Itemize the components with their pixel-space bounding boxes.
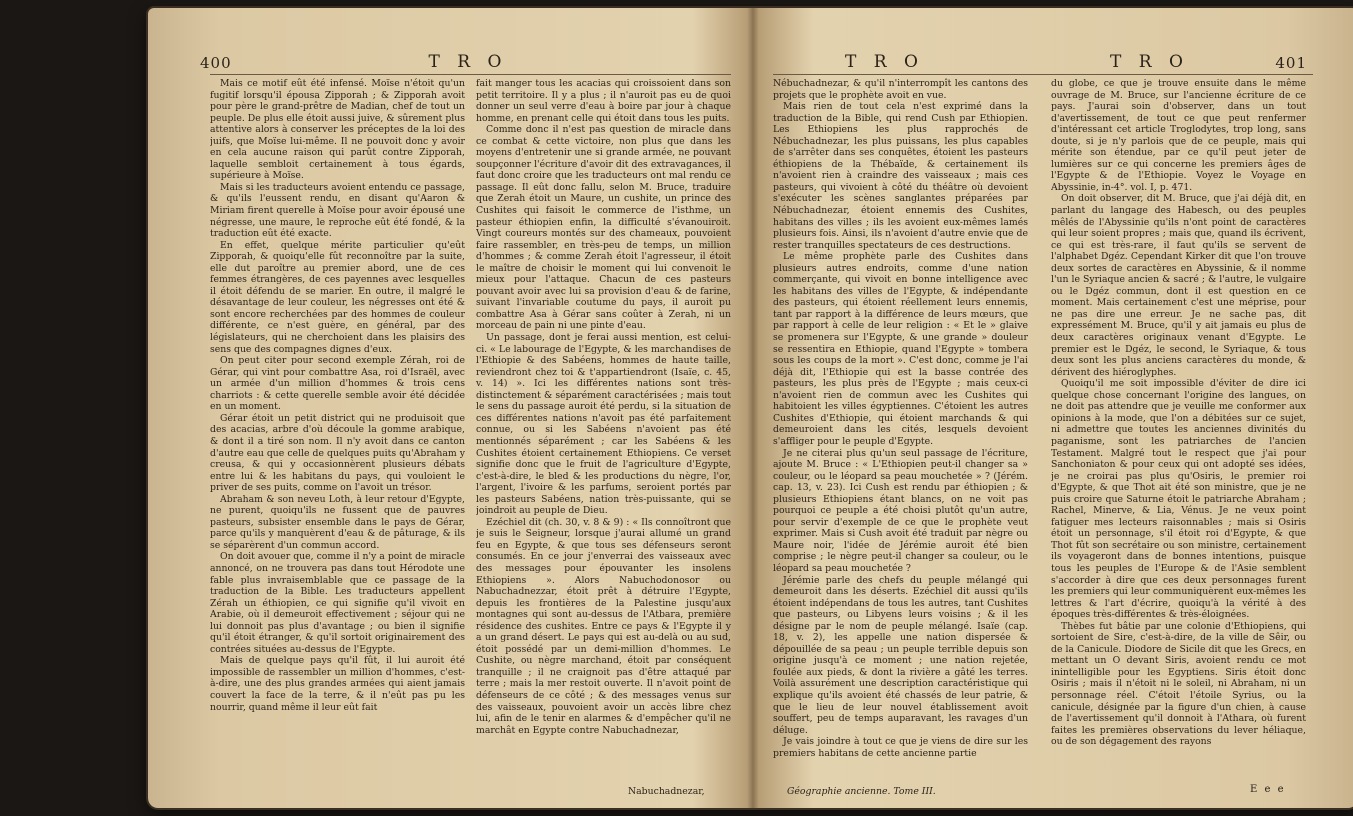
paragraph: Un passage, dont je ferai aussi mention, est celui-ci. « Le labourage de l'Egypte, & les marchandises de l'Ethiopie & des Sabéens, hommes de haute taille, reviendront chez toi & t'appartiendront (Isaïe, c. 45, v. 14) ». Ici les différentes nations sont très-distinctement & séparément caractérisées ; mais tout le sens du passage auroit été perdu, si la situation de ces différentes nations n'avoit pas été parfaitement connue, ou si les Sabéens n'avoient pas été mentionnés séparément ; car les Sabéens & les Cushites étoient certainement Ethiopiens. Ce verset signifie donc que le fruit de l'agriculture d'Egypte, c'est-à-dire, le bled & les productions du nègre, l'or, l'argent, l'ivoire & les parfums, seroient portés par les pasteurs Sabéens, nation très-puissante, qui se joindroit au peuple de Dieu. bbox=[476, 332, 731, 517]
signature-mark: E e e bbox=[1250, 784, 1286, 795]
paragraph: On doit avouer que, comme il n'y a point de miracle annoncé, on ne trouvera pas dans tout Hérodote une fable plus invraisemblable que ce passage de la traduction de la Bible. Les traducteurs appellent Zérah un éthiopien, ce qui signifie qu'il vivoit en Arabie, où il demeuroit effectivement ; séjour qui ne lui donnoit pas plus d'avantage ; ou bien il signifie qu'il étoit étranger, & qu'il sortoit originairement des contrées situées au-dessus de l'Egypte. bbox=[210, 551, 465, 655]
left-running-title: T R O bbox=[428, 52, 508, 72]
paragraph: Mais si les traducteurs avoient entendu ce passage, & qu'ils l'eussent rendu, en disant qu'Aaron & Miriam firent querelle à Moïse pour avoir épousé une négresse, une maure, le reproche eût été fondé, & la traduction eût été exacte. bbox=[210, 181, 465, 240]
paragraph: Mais de quelque pays qu'il fût, il lui auroit été impossible de rassembler un million d'hommes, c'est-à-dire, une des plus grandes armées qui aient jamais couvert la face de la terre, & il n'eût pas pu les nourrir, quand même il leur eût fait bbox=[210, 655, 465, 713]
right-page bbox=[765, 8, 1325, 808]
paragraph: Ezéchiel dit (ch. 30, v. 8 & 9) : « Ils connoîtront que je suis le Seigneur, lorsque j'aurai allumé un grand feu en Egypte, & que tous ses défenseurs seront consumés. En ce jour j'enverrai des vaisseaux avec des messages pour épouvanter les insolens Ethiopiens ». Alors Nabuchodonosor ou Nabuchadnezzar, étoit prêt à détruire l'Egypte, depuis les frontières de la Palestine jusqu'aux montagnes qui sont au-dessus de l'Atbara, première résidence des cushites. Entre ce pays & l'Egypte il y a un grand désert. Le pays qui est au-delà ou au sud, étoit possédé par un demi-million d'hommes. Le Cushite, ou nègre marchand, étoit par conséquent tranquille ; il ne craignoit pas d'être attaqué par terre ; mais la mer restoit ouverte. Il n'avoit point de défenseurs de ce côté ; & des messages venus sur des vaisseaux, pouvoient avoir un accès libre chez lui, afin de le tenir en alarmes & d'empêcher qu'il ne marchât en Egypte contre Nabuchadnezar, bbox=[476, 516, 731, 736]
left-column-1 bbox=[210, 78, 465, 798]
paragraph: Mais ce motif eût été infensé. Moïse n'étoit qu'un fugitif lorsqu'il épousa Zipporah ; & Zipporah avoit pour père le grand-prêtre de Madian, chef de tout un peuple. De plus elle étoit aussi juive, & sûrement plus attentive alors à conserver les préceptes de la loi des juifs, que Moïse lui-même. Il ne pouvoit donc y avoir en cela aucune raison qui parût contre Zipporah, laquelle sembloit certainement à tous égards, supérieure à Moïse. bbox=[210, 78, 465, 182]
paragraph: Abraham & son neveu Loth, à leur retour d'Egypte, ne purent, quoiqu'ils ne fussent que de pauvres pasteurs, subsister ensemble dans le pays de Gérar, parce qu'ils y manquèrent d'eau & de pâturage, & ils se séparèrent d'un commun accord. bbox=[210, 493, 465, 551]
paragraph: du globe, ce que je trouve ensuite dans le même ouvrage de M. Bruce, sur l'ancienne écriture de ce pays. J'aurai soin d'observer, dans un tout d'avertissement, de tout ce que peut renfermer d'intéressant cet article Troglodytes, trop long, sans doute, si je n'y parlois que de ce peuple, mais qui mérite son étendue, par ce qu'il peut jeter de lumières sur ce qui concerne les premiers âges de l'Egypte & de l'Ethiopie. Voyez le Voyage en Abyssinie, in-4°. vol. I, p. 471. bbox=[1051, 78, 1306, 193]
right-head-rule bbox=[773, 74, 1313, 75]
left-page-number: 400 bbox=[200, 54, 232, 72]
paragraph: fait manger tous les acacias qui croissoient dans son petit territoire. Il y a plus ; il n'auroit pas eu de quoi donner un seul verre d'eau à boire par jour à chaque homme, en prenant celle qui étoit dans tous les puits. bbox=[476, 78, 731, 124]
paragraph: Je vais joindre à tout ce que je viens de dire sur les premiers habitans de cette ancienne partie bbox=[773, 736, 1028, 759]
right-column-1 bbox=[773, 78, 1028, 798]
paragraph: Gérar étoit un petit district qui ne produisoit que des acacias, arbre d'où découle la gomme arabique, & dont il a tiré son nom. Il n'y avoit dans ce canton d'autre eau que celle de quelques puits qu'Abraham y creusa, & qui y occasionnèrent plusieurs débats entre lui & les habitans du pays, qui vouloient le priver de ses puits, comme on l'avoit un trésor. bbox=[210, 412, 465, 494]
paragraph: On doit observer, dit M. Bruce, que j'ai déjà dit, en parlant du langage des Habesch, ou des peuples mêlés de l'Abyssinie qu'ils n'ont point de caractères qui leur soient propres ; mais que, quand ils écrivent, ce qui est très-rare, il faut qu'ils se servent de l'alphabet Dgéz. Cependant Kirker dit que l'on trouve deux sortes de caractères en Abyssinie, & il nomme l'un le Syriaque ancien & sacré ; & l'autre, le vulgaire ou le Dgéz commun, dont il est question en ce moment. Mais certainement c'est une méprise, pour ne pas dire une erreur. Je ne sache pas, dit expressément M. Bruce, qu'il y ait jamais eu plus de deux caractères originaux venant d'Egypte. Le premier est le Dgéz, le second, le Syriaque, & tous deux sont les plus anciens caractères du monde, & dérivent des hiéroglyphes. bbox=[1051, 193, 1306, 378]
right-headword: T R O bbox=[845, 52, 924, 72]
paragraph: En effet, quelque mérite particulier qu'eût Zipporah, & quoiqu'elle fût reconnoître par la suite, elle dut paroître au premier abord, une de ces femmes étrangères, de ces payennes avec lesquelles il étoit défendu de se marier. En outre, il malgré le désavantage de leur couleur, les négresses ont été & sont encore recherchées par des hommes de couleur différente, ce n'est guère, en général, par des législateurs, qui ne cherchoient dans les plaisirs des sens que des compagnes dignes d'eux. bbox=[210, 239, 465, 355]
left-catchword: Nabuchadnezar, bbox=[628, 786, 705, 797]
paragraph: Jérémie parle des chefs du peuple mélangé qui demeuroit dans les déserts. Ezéchiel dit aussi qu'ils étoient indépendans de tous les autres, tant Cushites que pasteurs, ou Libyens leurs voisins ; & il les désigne par le nom de peuple mélangé. Isaïe (cap. 18, v. 2), les appelle une nation dispersée & dépouillée de sa peau ; un peuple terrible depuis son origine jusqu'à ce moment ; une nation rejetée, foulée aux pieds, & dont la rivière a gâté les terres. Voilà assurément une description caractéristique qui explique qu'ils avoient été chassés de leur patrie, & que le lieu de leur nouvel établissement avoit souffert, peu de temps auparavant, les ravages d'un déluge. bbox=[773, 574, 1028, 736]
paragraph: Le même prophète parle des Cushites dans plusieurs autres endroits, comme d'une nation commerçante, qui vivoit en bonne intelligence avec les habitans des villes de l'Egypte, & indépendante des pasteurs, qui étoient réellement leurs ennemis, tant par rapport à la différence de leurs mœurs, que par rapport à celle de leur religion : « Et le » glaive se promenera sur l'Egypte, & une grande » douleur se ressentira en Ethiopie, quand l'Egypte » tombera sous les coups de la mort ». C'est donc, comme je l'ai déjà dit, l'Ethiopie qui est la basse contrée des pasteurs, les plus près de l'Egypte ; mais ceux-ci n'avoient rien de commun avec les Cushites qui habitoient les villes égyptiennes. C'étoient les autres Cushites d'Ethiopie, qui étoient marchands & qui demeuroient dans les cités, lesquels devoient s'affliger pour le peuple d'Egypte. bbox=[773, 251, 1028, 447]
right-column-2 bbox=[1051, 78, 1306, 798]
left-head-rule bbox=[210, 74, 731, 75]
paragraph: Nébuchadnezar, & qu'il n'interrompît les cantons des projets que le prophète avoit en vue. bbox=[773, 78, 1028, 101]
paragraph: Mais rien de tout cela n'est exprimé dans la traduction de la Bible, qui rend Cush par Ethiopien. Les Ethiopiens les plus rapprochés de Nébuchadnezar, les plus puissans, les plus capables de s'arrêter dans ses conquêtes, étoient les pasteurs éthiopiens de la Thébaïde, & certainement ils n'avoient rien à craindre des vaisseaux ; mais ces pasteurs, qui vivoient à côté du théâtre où devoient s'exécuter les scènes sanglantes préparées par Nébuchadnezar, étoient ennemis des Cushites, habitans des villes ; ils les avoient eux-mêmes lamés plusieurs fois. Ainsi, ils n'avoient d'autre envie que de rester tranquilles spectateurs de ces destructions. bbox=[773, 101, 1028, 251]
left-column-2 bbox=[476, 78, 731, 798]
paragraph: On peut citer pour second exemple Zérah, roi de Gérar, qui vint pour combattre Asa, roi d'Israël, avec un armée d'un million d'hommes & trois cens charriots : & cette querelle semble avoir été décidée en un moment. bbox=[210, 355, 465, 413]
paragraph: Thèbes fut bâtie par une colonie d'Ethiopiens, qui sortoient de Sire, c'est-à-dire, de la ville de Sêir, ou de la Canicule. Diodore de Sicile dit que les Grecs, en mettant un O devant Siris, avoient rendu ce mot inintelligible pour les Egyptiens. Siris étoit donc Osiris ; mais il n'étoit ni le soleil, ni Abraham, ni un personnage réel. C'étoit l'étoile Syrius, ou la canicule, désignée par la figure d'un chien, à cause de l'avertissement qu'il donnoit à l'Athara, où furent faites les premières observations du lever héliaque, ou de son dégagement des rayons bbox=[1051, 620, 1306, 748]
right-running-title: T R O bbox=[1110, 52, 1189, 72]
left-page bbox=[188, 8, 748, 808]
paragraph: Je ne citerai plus qu'un seul passage de l'écriture, ajoute M. Bruce : « L'Ethiopien peut-il changer sa » couleur, ou le léopard sa peau mouchetée » ? (Jérém. cap. 13, v. 23). Ici Cush est rendu par éthiopien ; & plusieurs Ethiopiens étant blancs, on ne voit pas pourquoi ce peuple a été choisi plutôt qu'un autre, pour servir d'exemple de ce que le prophète veut exprimer. Mais si Cush avoit été traduit par nègre ou Maure noir, l'idée de Jérémie auroit été bien comprise ; le nègre peut-il changer sa couleur, ou le léopard sa peau mouchetée ? bbox=[773, 447, 1028, 574]
paragraph: Comme donc il n'est pas question de miracle dans ce combat & cette victoire, non plus que dans les moyens d'entretenir une si grande armée, ne pouvant soupçonner l'écriture d'avoir dit des extravagances, il faut donc croire que les traducteurs ont mal rendu ce passage. Il eût donc fallu, selon M. Bruce, traduire que Zerah étoit un Maure, un cushite, un prince des Cushites qui faisoit le commerce de l'isthme, un pasteur éthiopien enfin, la difficulté s'évanouiroit. Vingt coureurs montés sur des chameaux, pouvoient faire rassembler, en très-peu de temps, un million d'hommes ; & comme Zerah étoit l'agresseur, il étoit le maître de choisir le moment qui lui convenoit le mieux pour l'attaque. Chacun de ces pasteurs pouvant avoir avec lui sa provision d'eau & de farine, suivant l'invariable coutume du pays, il auroit pu combattre Asa à Gérar sans coûter à Zerah, ni un morceau de pain ni une pinte d'eau. bbox=[476, 124, 731, 332]
footer-title: Géographie ancienne. Tome III. bbox=[787, 786, 936, 797]
right-page-number: 401 bbox=[1275, 54, 1307, 72]
paragraph: Quoiqu'il me soit impossible d'éviter de dire ici quelque chose concernant l'origine des langues, on ne doit pas attendre que je veuille me conformer aux opinions à la mode, que l'on a débitées sur ce sujet, ni admettre que toutes les anciennes divinités du paganisme, sont les patriarches de l'ancien Testament. Malgré tout le respect que j'ai pour Sanchoniaton & pour ceux qui ont adopté ses idées, je ne croirai pas plus qu'Osiris, le premier roi d'Egypte, & que Thot ait été son ministre, que je ne puis croire que Saturne étoit le patriarche Abraham ; Rachel, Minerve, & Lia, Vénus. Je ne veux point fatiguer mes lecteurs raisonnables ; mais si Osiris étoit un personnage, s'il étoit roi d'Egypte, & que Thot fût son secrétaire ou son ministre, certainement ils voyageront dans de bonnes intentions, puisque tous les peuples de l'Europe & de l'Asie semblent s'accorder à dire que ces deux personnages furent les premiers qui leur communiquèrent eux-mêmes les lettres & l'art d'écrire, quoiqu'à la vérité à des époques très-différentes & très-éloignées. bbox=[1051, 378, 1306, 621]
open-book bbox=[148, 8, 1353, 808]
